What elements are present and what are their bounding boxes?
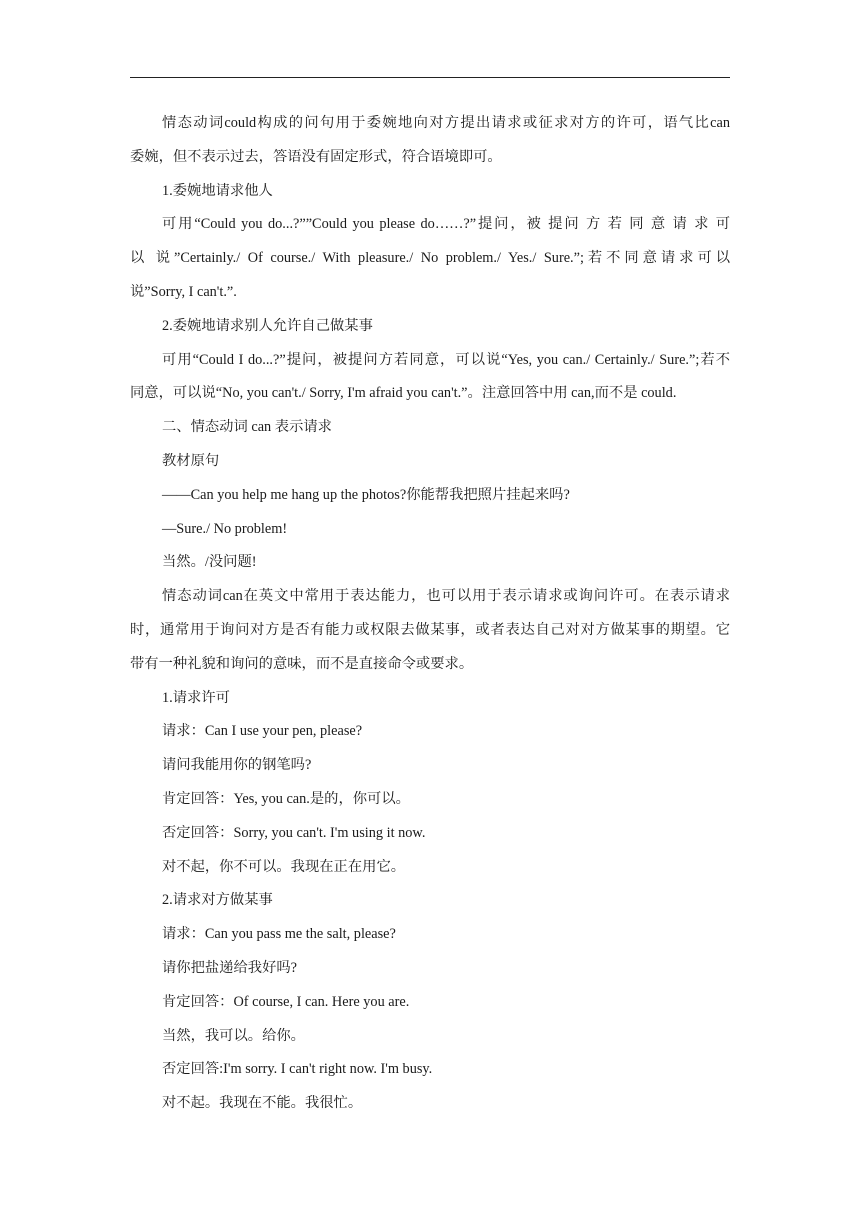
text-line: 肯定回答：Yes, you can.是的，你可以。 <box>162 790 410 807</box>
text-line: 对不起。我现在不能。我很忙。 <box>162 1095 363 1112</box>
text-line: 请你把盐递给我好吗? <box>162 959 298 976</box>
text-line: 说”Sorry, I can't.”. <box>130 283 237 300</box>
section-heading: 二、情态动词 can 表示请求 <box>162 419 332 436</box>
text-line: ——Can you help me hang up the photos?你能帮我把照片挂起来吗? <box>162 486 570 503</box>
text-line: 同意，可以说“No, you can't./ Sorry, I'm afraid you can't.”。注意回答中用 can,而不是 could. <box>130 385 677 402</box>
text-line: 请求：Can you pass me the salt, please? <box>162 926 396 943</box>
text-line: 请问我能用你的钢笔吗? <box>162 757 312 774</box>
header-rule <box>130 77 730 78</box>
text-line: 情态动词could构成的问句用于委婉地向对方提出请求或征求对方的许可，语气比can <box>162 115 730 131</box>
text-line: —Sure./ No problem! <box>162 520 288 537</box>
section-heading: 1.委婉地请求他人 <box>162 182 273 199</box>
text-line: 情态动词can在英文中常用于表达能力，也可以用于表示请求或询问许可。在表示请求 <box>162 588 730 605</box>
text-line: 否定回答:I'm sorry. I can't right now. I'm busy. <box>162 1061 433 1078</box>
text-line: 带有一种礼貌和询问的意味，而不是直接命令或要求。 <box>130 655 474 672</box>
section-heading: 2.请求对方做某事 <box>162 892 273 909</box>
section-heading: 2.委婉地请求别人允许自己做某事 <box>162 317 373 334</box>
text-line: 时，通常用于询问对方是否有能力或权限去做某事，或者表达自己对对方做某事的期望。它 <box>130 621 730 638</box>
text-line: 请求：Can I use your pen, please? <box>162 723 363 740</box>
text-line: 以 说”Certainly./ Of course./ With pleasure./ No problem./ Yes./ Sure.”;若不同意请求可以 <box>130 250 730 267</box>
text-line: 否定回答：Sorry, you can't. I'm using it now. <box>162 824 426 841</box>
text-line: 可用“Could you do...?””Could you please do……?”提问，被 提问 方 若 同 意 请 求 可 <box>162 216 730 233</box>
section-heading: 1.请求许可 <box>162 689 230 706</box>
text-line: 对不起，你不可以。我现在正在用它。 <box>162 858 406 875</box>
text-line: 当然，我可以。给你。 <box>162 1027 305 1044</box>
document-body <box>130 107 730 1121</box>
text-line: 可用“Could I do...?”提问，被提问方若同意，可以说“Yes, you can./ Certainly./ Sure.”;若不 <box>162 351 730 368</box>
text-line: 委婉，但不表示过去，答语没有固定形式，符合语境即可。 <box>130 148 502 165</box>
text-line: 当然。/没问题! <box>162 554 257 571</box>
text-line: 教材原句 <box>162 452 220 469</box>
text-line: 肯定回答：Of course, I can. Here you are. <box>162 993 410 1010</box>
